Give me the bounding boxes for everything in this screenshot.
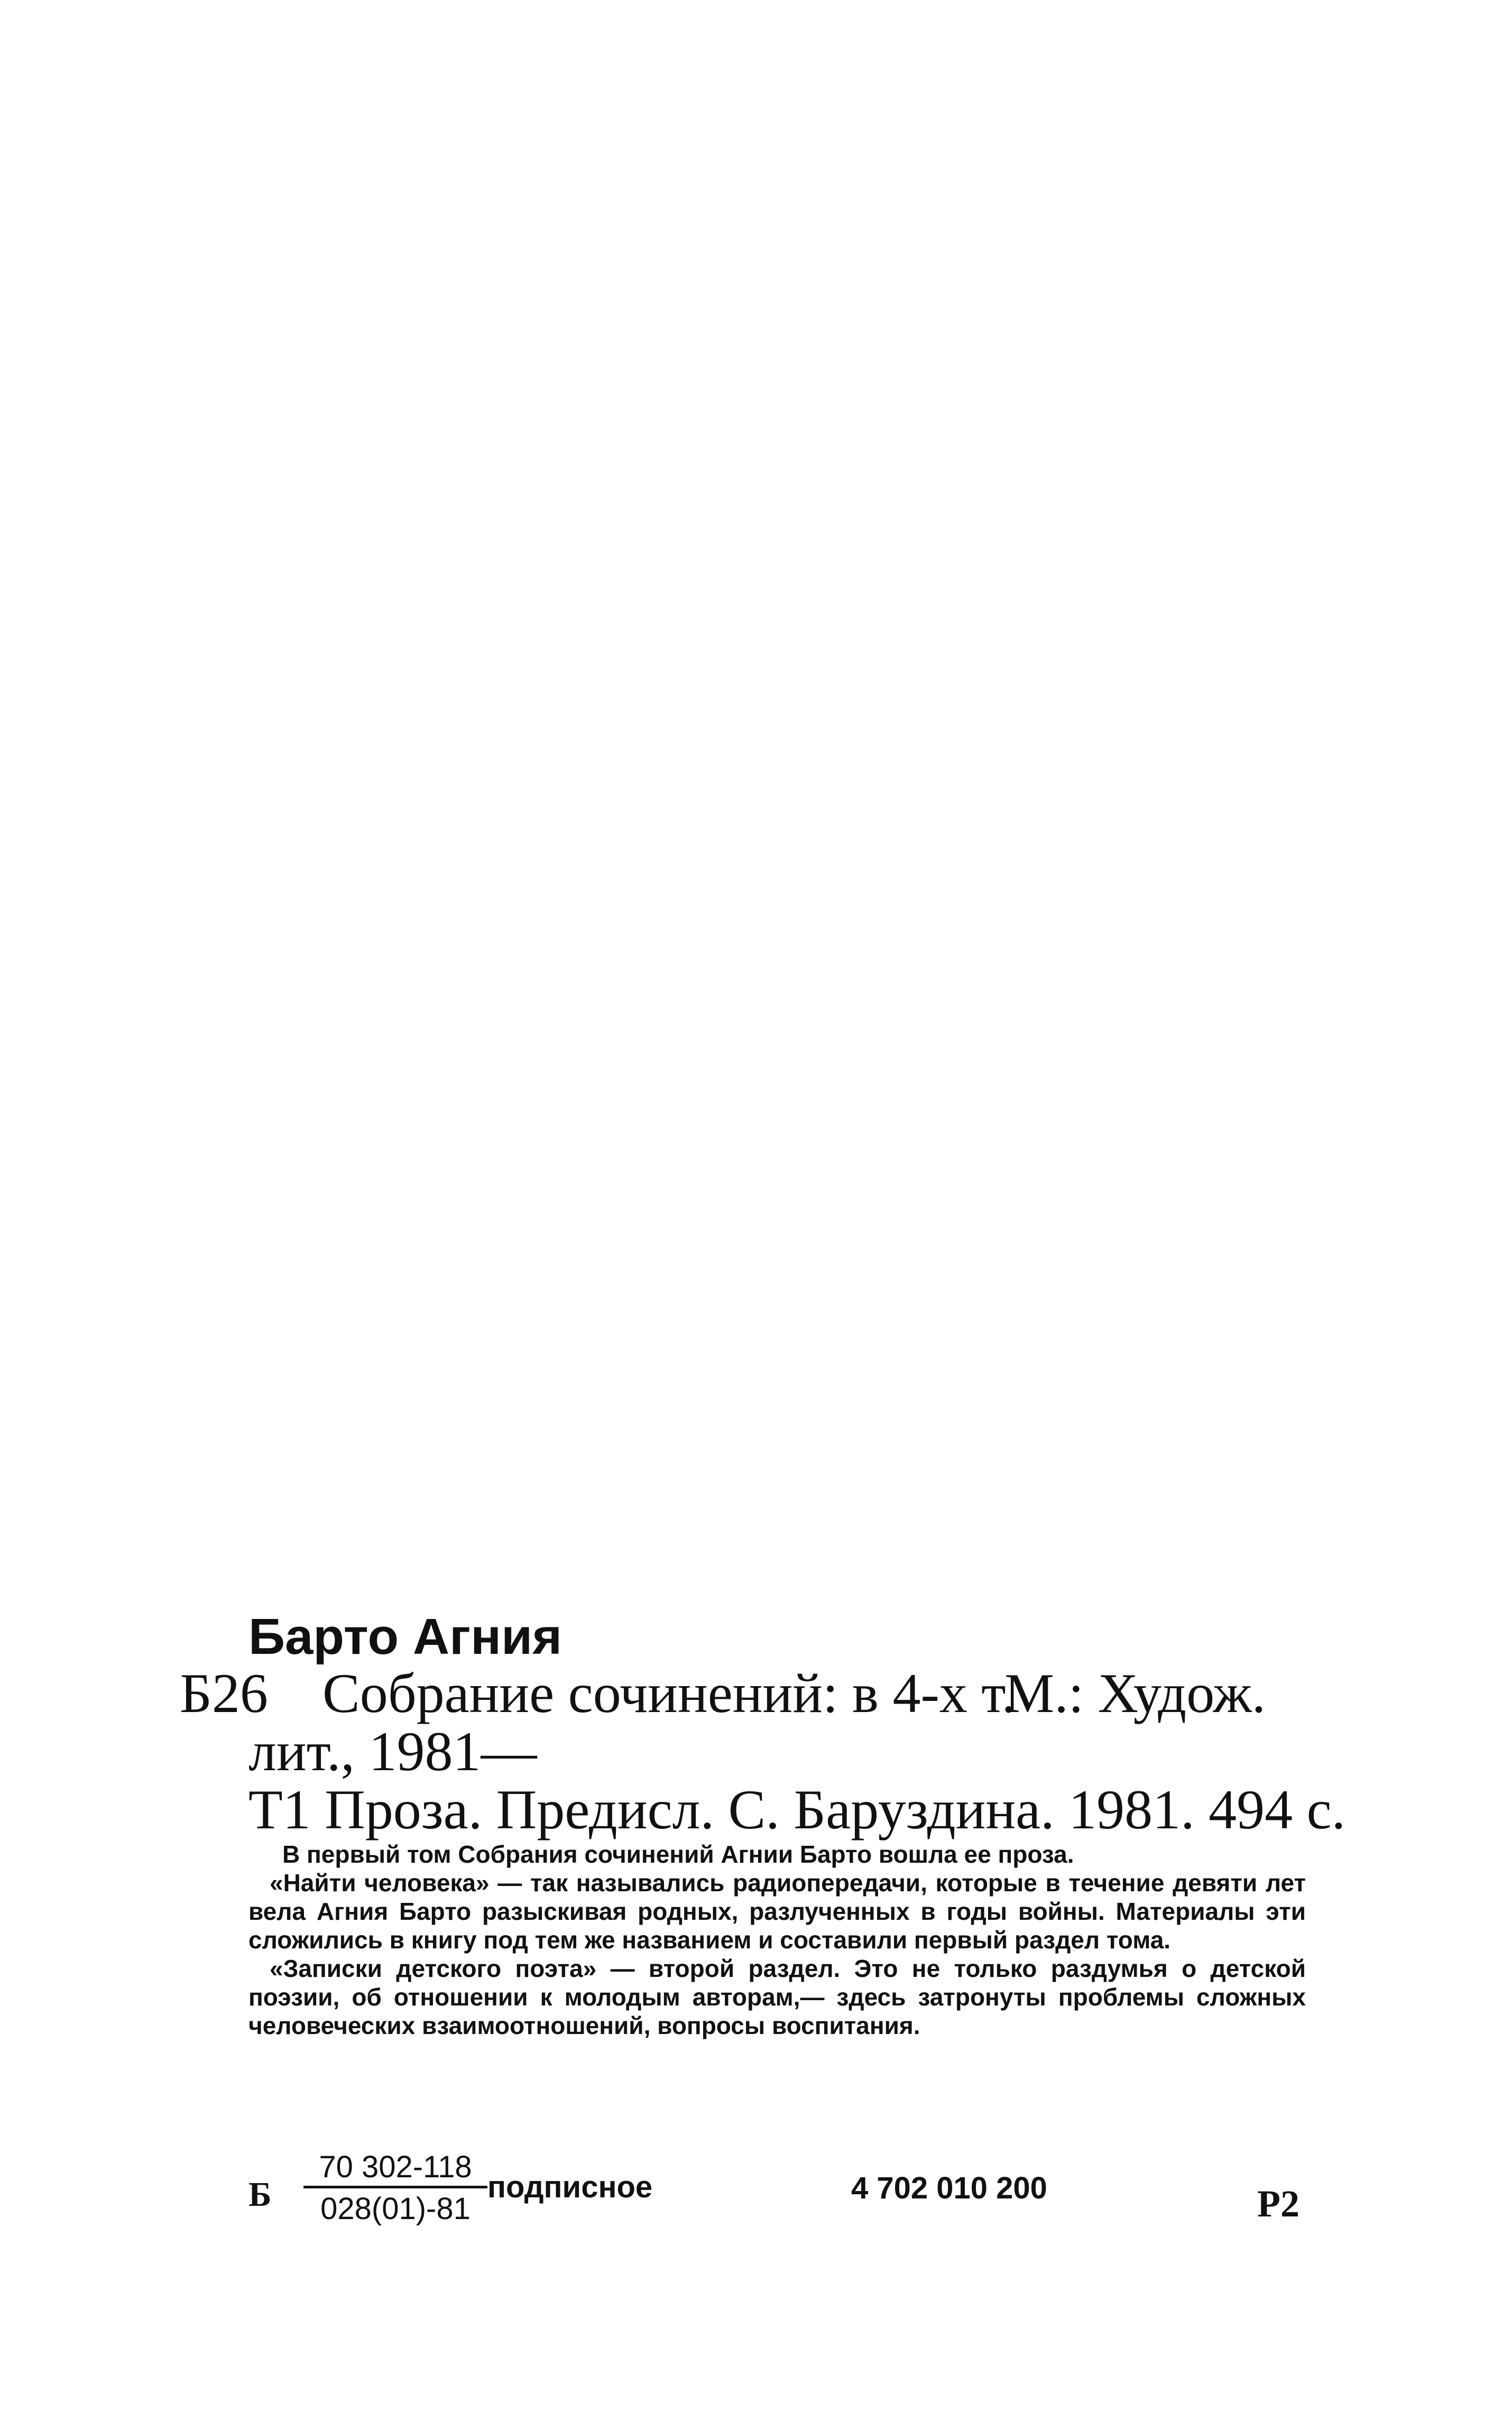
- volume-description: Т1 Проза. Предисл. С. Баруздина. 1981. 494 с.: [248, 1779, 1346, 1841]
- author-name: Барто Агния: [248, 1608, 563, 1665]
- index-fraction: [303, 2152, 487, 2224]
- annotation: [248, 1840, 1306, 2040]
- collection-title: Собрание сочинений: в 4-х т.: [322, 1662, 1016, 1724]
- index-letter: Б: [248, 2175, 272, 2214]
- annotation-paragraph: «Найти человека» — так назывались радиопередачи, которые в течение девяти лет вела Агния Барто разыскивая родных, разлученных в годы войны. Материалы эти сложились в книгу под тем же названием и составили первый раздел тома.: [248, 1869, 1306, 1954]
- publisher: М.: Худож.: [1004, 1662, 1266, 1724]
- index-denominator: 028(01)-81: [320, 2192, 471, 2226]
- price-code: Р2: [1257, 2183, 1299, 2225]
- index-numerator: 70 302-118: [319, 2150, 472, 2184]
- catalog-number: 4 702 010 200: [851, 2171, 1047, 2205]
- classification-code: Б26: [180, 1662, 268, 1724]
- annotation-paragraph: В первый том Собрания сочинений Агнии Барто вошла ее проза.: [282, 1841, 1074, 1868]
- annotation-paragraph: «Записки детского поэта» — второй раздел. Это не только раздумья о детской поэзии, об отношении к молодым авторам,— здесь затронуты проблемы сложных человеческих взаимоотношений, вопросы воспитания.: [248, 1955, 1306, 2039]
- subscription-label: подписное: [487, 2170, 653, 2204]
- publisher-continuation: лит., 1981—: [248, 1720, 537, 1782]
